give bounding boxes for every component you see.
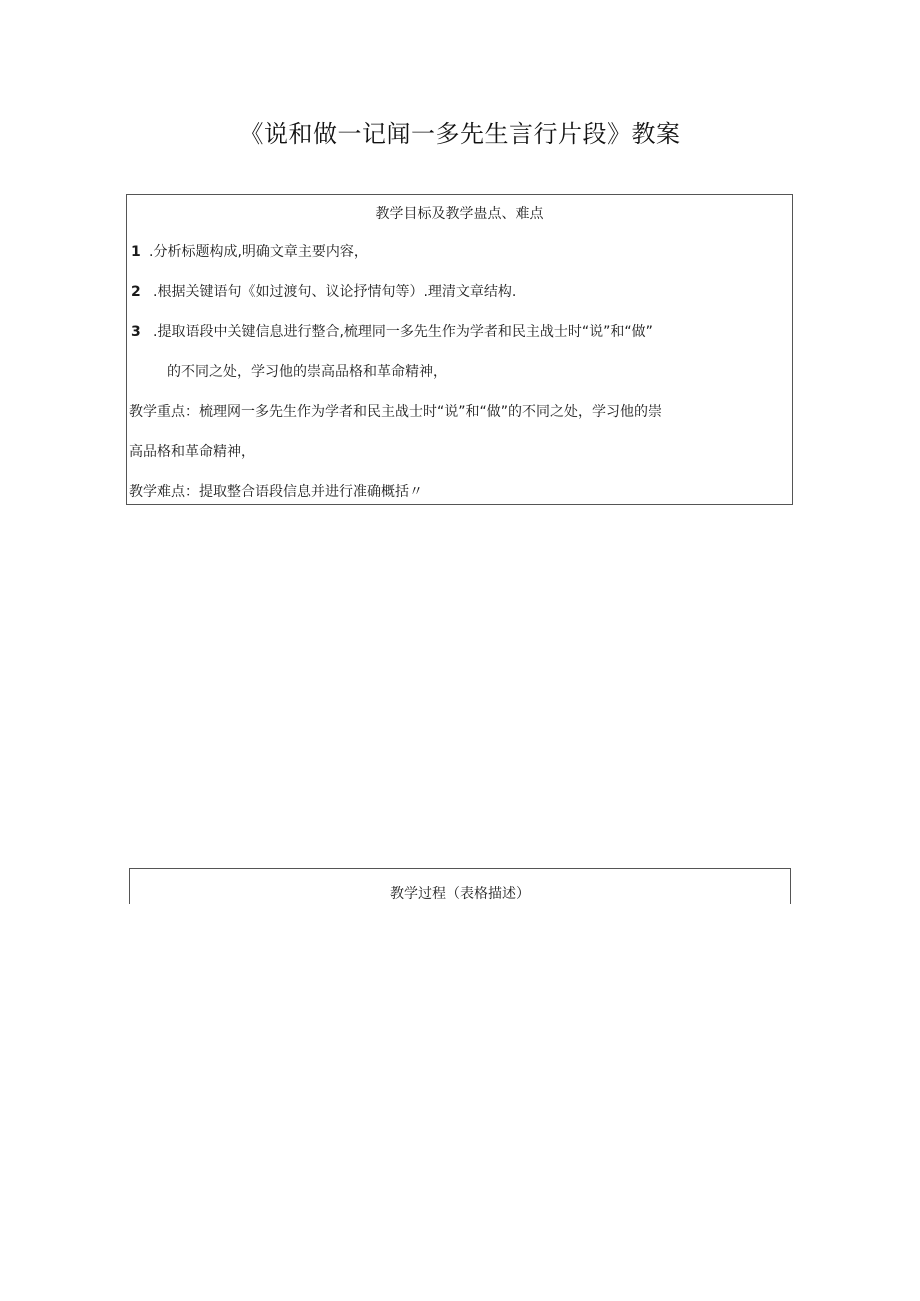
objective-number: 1 bbox=[131, 244, 141, 260]
objective-item-3 bbox=[131, 321, 653, 341]
objective-text: .根据关键语句《如过渡句、议论抒情旬等）.理清文章结构. bbox=[153, 284, 517, 300]
objective-number: 3 bbox=[131, 324, 141, 340]
objectives-heading: 教学目标及教学蛊点、难点 bbox=[375, 206, 544, 222]
document-title: 《说和做一记闻一多先生言行片段》教案 bbox=[239, 120, 681, 148]
process-heading: 教学过程（表格描述） bbox=[390, 886, 530, 902]
process-table bbox=[129, 868, 791, 904]
objectives-table bbox=[126, 194, 793, 505]
objective-item-2 bbox=[131, 281, 516, 301]
objective-number: 2 bbox=[131, 284, 141, 300]
objective-text: .提取语段中关键信息进行整合,梳理同一多先生作为学者和民主战士时“说”和“做” bbox=[153, 324, 653, 340]
difficulty-line: 教学难点：提取整合语段信息并进行准确概括〃 bbox=[129, 484, 423, 500]
objective-item-3-continuation: 的不同之处，学习他的崇高品格和革命精神， bbox=[167, 364, 447, 380]
objective-text: .分析标题构成,明确文章主要内容， bbox=[149, 244, 368, 260]
objective-item-1 bbox=[131, 241, 368, 261]
key-point-line-1: 教学重点：梳理网一多先生作为学者和民主战士时“说”和“做”的不同之处，学习他的崇 bbox=[129, 404, 663, 420]
key-point-line-2: 高品格和革命精神， bbox=[129, 444, 255, 460]
